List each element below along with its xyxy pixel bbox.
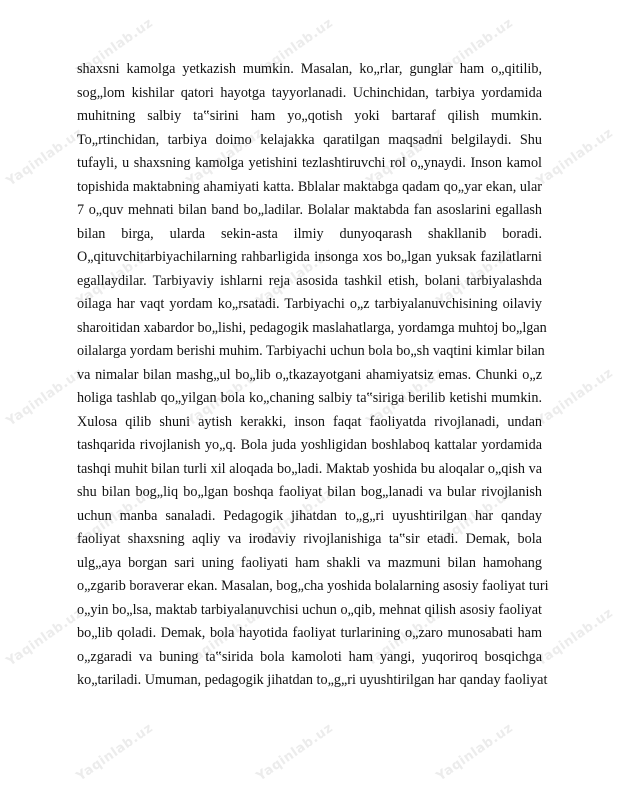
watermark: Yaqinlab.uz [183,365,266,430]
text-line: O„qituvchitarbiyachilarning rahbarligida insonga xos bo„lgan yuksak fazilatlarni [77,249,542,265]
watermark: Yaqinlab.uz [433,720,516,785]
watermark: Yaqinlab.uz [3,605,86,670]
text-line: ko„tariladi. Umuman, pedagogik jihatdan to„g„ri uyushtirilgan har qanday faoliyat [77,672,548,688]
body-text [77,58,549,693]
watermark: Yaqinlab.uz [183,125,266,190]
watermark: Yaqinlab.uz [73,720,156,785]
text-line: topishida maktabning ahamiyati katta. Bblalar maktabga qadam qo„yar ekan, ular [77,178,542,195]
text-line: o„zgarib boraverar ekan. Masalan, bog„cha yoshida bolalarning asosiy faoliyat turi [77,578,549,594]
text-line: shaxsni kamolga yetkazish mumkin. Masalan, ko„rlar, gunglar ham o„qitilib, [77,61,542,77]
text-line: egallaydilar. Tarbiyaviy ishlarni reja asosida tashkil etish, bolani tarbiyalashda [77,272,542,289]
text-line: To„rtinchidan, tarbiya doimo kelajakka qaratilgan maqsadni belgilaydi. Shu [77,131,542,148]
text-line: tashqarida rivojlanish yo„q. Bola juda yoshligidan boshlaboq kattalar yordamida [77,437,542,453]
watermark: Yaqinlab.uz [253,15,336,80]
watermark: Yaqinlab.uz [433,485,516,550]
watermark: Yaqinlab.uz [3,125,86,190]
watermark: Yaqinlab.uz [253,245,336,310]
text-line: o„yin bo„lsa, maktab tarbiyalanuvchisi uchun o„qib, mehnat qilish asosiy faoliyat [77,601,542,618]
text-line: sharoitidan xabardor bo„lishi, pedagogik maslahatlarga, yordamga muhtoj bo„lgan [77,319,547,336]
watermark: Yaqinlab.uz [533,365,616,430]
watermark: Yaqinlab.uz [73,485,156,550]
watermark: Yaqinlab.uz [253,720,336,785]
text-line: tashqi muhit bilan turli xil aloqada bo„ladi. Maktab yoshida bu aloqalar o„qish va [77,460,542,477]
text-line: oilalarga yordam berishi muhim. Tarbiyachi uchun bola bo„sh vaqtini kimlar bilan [77,343,545,359]
text-line: shu bilan bog„liq bo„lgan boshqa faoliyat bilan bog„lanadi va bular rivojlanish [77,484,542,500]
text-line: oilaga har vaqt yordam ko„rsatadi. Tarbiyachi o„z tarbiyalanuvchisining oilaviy [77,296,542,312]
watermark: Yaqinlab.uz [3,365,86,430]
text-line: muhitning salbiy ta‟sirini ham yo„qotish yoki bartaraf qilish mumkin. [77,108,542,124]
watermark: Yaqinlab.uz [363,365,446,430]
watermark: Yaqinlab.uz [433,15,516,80]
text-line: ulg„aya borgan sari uning faoliyati ham shakli va mazmuni bilan hamohang [77,554,542,571]
watermark: Yaqinlab.uz [533,125,616,190]
text-line: va nimalar bilan mashg„ul bo„lib o„tkazayotgani ahamiyatsiz emas. Chunki o„z [77,366,542,383]
watermark: Yaqinlab.uz [73,15,156,80]
watermark: Yaqinlab.uz [183,605,266,670]
watermark: Yaqinlab.uz [433,245,516,310]
text-line: faoliyat shaxsning aqliy va irodaviy rivojlanishiga ta‟sir etadi. Demak, bola [77,531,542,547]
watermark: Yaqinlab.uz [363,605,446,670]
text-line: tufayli, u shaxsning kamolga yetishini tezlashtiruvchi rol o„ynaydi. Inson kamol [77,155,542,171]
watermark: Yaqinlab.uz [363,125,446,190]
text-line: o„zgaradi va buning ta‟sirida bola kamoloti ham yangi, yuqoriroq bosqichga [77,648,542,665]
text-line: 7 o„quv mehnati bilan band bo„ladilar. Bolalar maktabda fan asoslarini egallash [77,202,542,218]
text-line: Xulosa qilib shuni aytish kerakki, inson faqat faoliyatda rivojlanadi, undan [77,413,542,430]
text-line: sog„lom kishilar qatori hayotga tayyorlanadi. Uchinchidan, tarbiya yordamida [77,84,542,101]
text-line: uchun manba sanaladi. Pedagogik jihatdan to„g„ri uyushtirilgan har qanday [77,507,542,524]
text-line: bilan birga, ularda sekin-asta ilmiy dunyoqarash shakllanib boradi. [77,225,542,242]
watermark: Yaqinlab.uz [533,605,616,670]
text-line: bo„lib qoladi. Demak, bola hayotida faoliyat turlarining o„zaro munosabati ham [77,625,542,641]
watermark: Yaqinlab.uz [73,245,156,310]
text-line: holiga tashlab qo„yilgan bola ko„chaning salbiy ta‟siriga berilib ketishi mumkin. [77,390,542,406]
watermark: Yaqinlab.uz [253,485,336,550]
